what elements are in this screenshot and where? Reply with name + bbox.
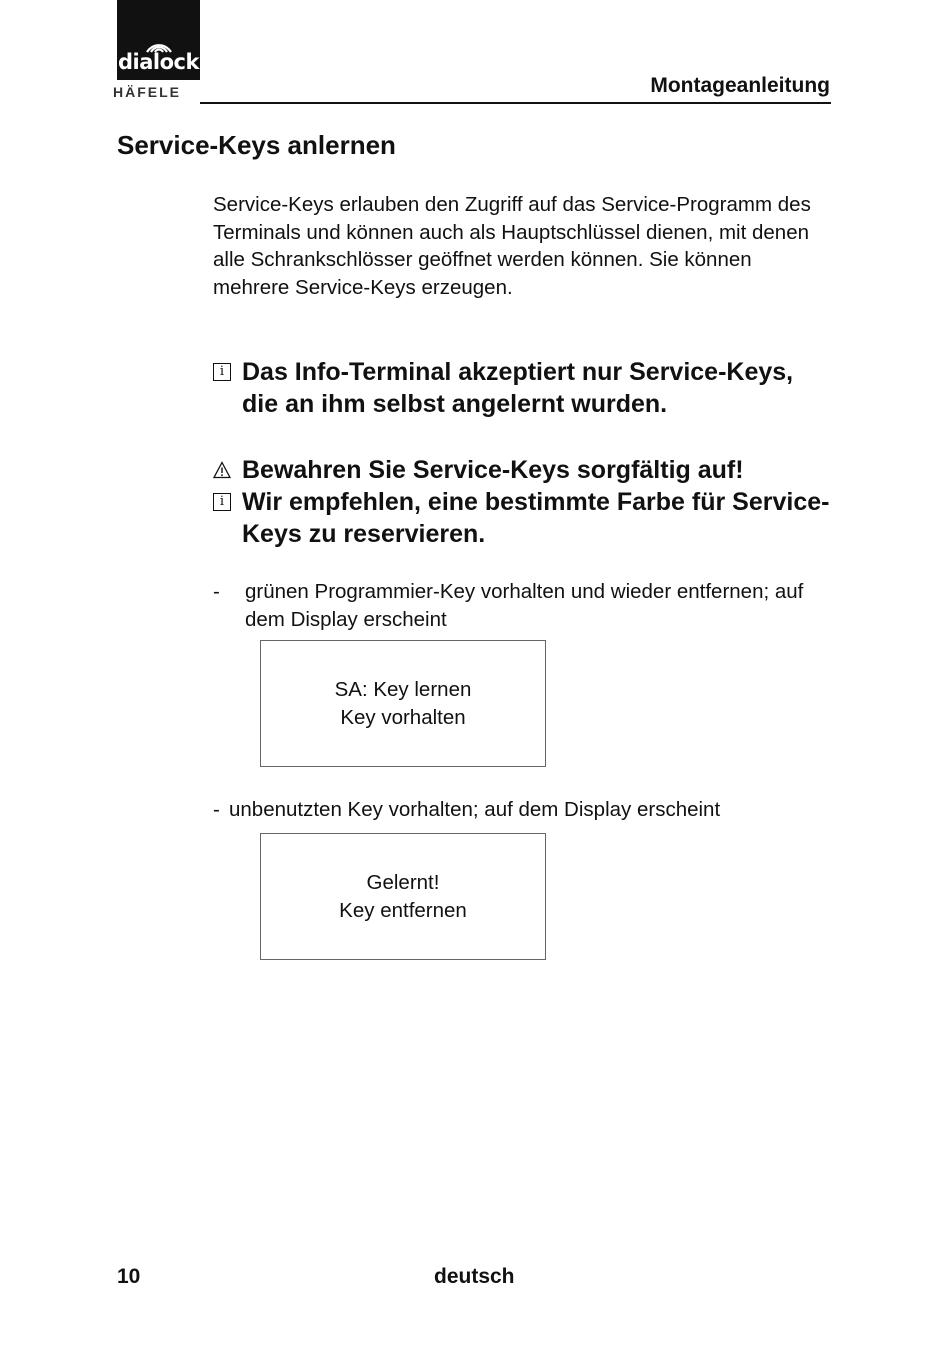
note-color [213,486,833,550]
brand-name: HÄFELE [113,84,181,100]
display-screen-2 [260,833,546,960]
page-number: 10 [117,1265,141,1288]
note-warning [213,454,833,486]
footer-language: deutsch [434,1265,515,1288]
document-title: Montageanleitung [650,74,830,97]
step-text: grünen Programmier-Key vorhalten und wieder entfernen; auf dem Display erscheint [245,580,804,631]
step-bullet: - [213,798,220,821]
info-icon: i [213,493,231,511]
step-text: unbenutzten Key vorhalten; auf dem Display erscheint [229,798,721,821]
logo-wordmark: dialock [118,50,199,74]
display-line-1: Gelernt! [366,871,440,894]
display-screen-1 [260,640,546,767]
display-line-1: SA: Key lernen [334,678,472,701]
display-line-2: Key entfernen [339,898,467,922]
intro-paragraph: Service-Keys erlauben den Zugriff auf das Service-Programm des Terminals und können auch als Hauptschlüssel dienen, mit denen alle Schrankschlösser geöffnet werden können. Sie können mehrere Service-Keys erzeugen. [213,193,811,299]
section-heading: Service-Keys anlernen [117,130,396,160]
display-line-2: Key vorhalten [340,705,466,729]
step-1 [213,578,833,633]
info-icon: i [213,363,231,381]
note-text: Das Info-Terminal akzeptiert nur Service-Keys, die an ihm selbst angelernt wurden. [242,358,794,418]
note-text: Wir empfehlen, eine bestimmte Farbe für Service-Keys zu reservieren. [242,488,830,548]
note-text: Bewahren Sie Service-Keys sorgfältig auf! [242,456,744,484]
step-2 [213,796,833,824]
warning-icon [213,461,231,479]
header-divider [200,102,831,104]
step-bullet: - [213,580,220,603]
dialock-logo [117,0,200,80]
note-info-terminal [213,356,833,420]
